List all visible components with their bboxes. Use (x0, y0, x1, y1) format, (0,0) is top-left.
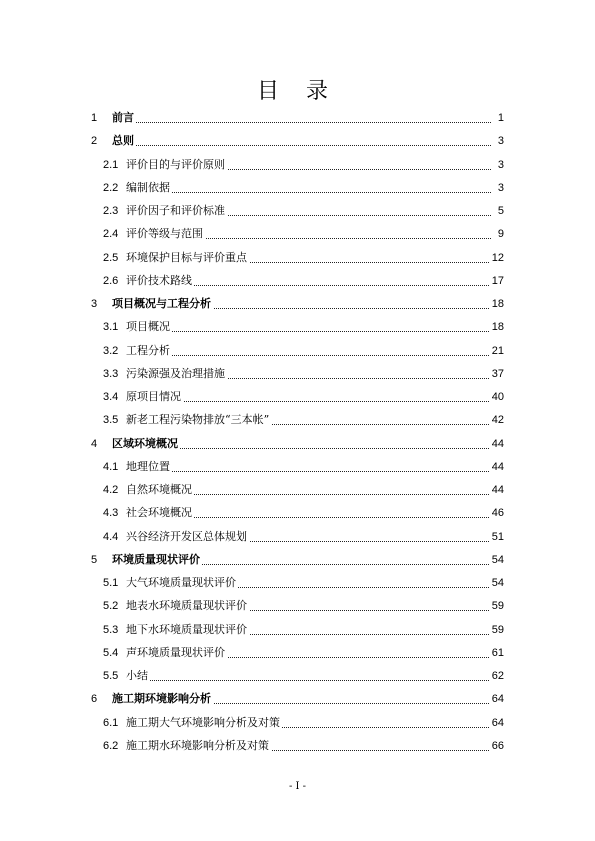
toc-entry-page: 1 (496, 108, 504, 128)
toc-entry-number: 5.3 (103, 623, 119, 636)
toc-entry-number: 2.1 (103, 158, 119, 171)
toc-entry-label: 施工期水环境影响分析及对策 (126, 736, 271, 756)
toc-entry-label: 总则 (112, 131, 136, 151)
toc-entry-page: 3 (496, 155, 504, 175)
toc-entry-label: 施工期大气环境影响分析及对策 (126, 713, 282, 733)
toc-entry-page: 18 (490, 294, 504, 314)
toc-entry-number: 3.3 (103, 367, 119, 380)
toc-entry[interactable] (0, 573, 595, 593)
toc-leader-dots (126, 354, 491, 356)
toc-entry-number: 5.2 (103, 600, 119, 613)
toc-entry-number: 2 (91, 135, 98, 148)
toc-entry-number: 5 (91, 553, 98, 566)
toc-entry[interactable] (0, 480, 595, 500)
toc-entry-number: 3.4 (103, 391, 119, 403)
toc-entry-label: 环境质量现状评价 (112, 550, 202, 570)
toc-entry[interactable] (0, 596, 595, 616)
toc-leader-dots (112, 121, 491, 123)
toc-entry-number: 3.2 (103, 344, 119, 357)
toc-entry-number: 4.4 (103, 530, 119, 543)
toc-entry[interactable] (0, 155, 595, 175)
toc-entry-label: 环境保护目标与评价重点 (126, 248, 249, 268)
toc-entry-label: 地表水环境质量现状评价 (126, 596, 249, 616)
toc-leader-dots (126, 470, 491, 472)
toc-entry-number: 2.4 (103, 228, 119, 241)
toc-entry-page: 18 (490, 317, 504, 337)
toc-entry-label: 评价技术路线 (126, 271, 194, 291)
toc-entry-number: 4.2 (103, 484, 119, 496)
toc-entry-label: 施工期环境影响分析 (112, 689, 213, 709)
toc-entry-label: 区域环境概况 (112, 434, 180, 454)
toc-entry-page: 17 (490, 271, 504, 291)
toc-leader-dots (112, 144, 491, 146)
toc-entry-page: 59 (490, 620, 504, 640)
toc-entry-page: 54 (490, 550, 504, 570)
toc-entry-label: 小结 (126, 666, 150, 686)
toc-entry-label: 地理位置 (126, 457, 172, 477)
toc-entry-page: 9 (496, 224, 504, 244)
toc-entry-page: 59 (490, 596, 504, 616)
toc-entry-label: 项目概况与工程分析 (112, 294, 213, 314)
toc-entry[interactable] (0, 689, 595, 709)
toc-entry[interactable] (0, 666, 595, 686)
toc-entry-number: 6.1 (103, 716, 119, 729)
toc-entry-page: 46 (490, 503, 504, 523)
toc-entry-number: 4 (91, 437, 98, 450)
toc-entry-number: 3 (91, 298, 98, 310)
toc-entry[interactable] (0, 550, 595, 570)
toc-entry-label: 评价目的与评价原则 (126, 155, 227, 175)
toc-entry-number: 2.6 (103, 274, 119, 287)
toc-entry-label: 自然环境概况 (126, 480, 194, 500)
toc-entry[interactable] (0, 248, 595, 268)
toc-entry[interactable] (0, 317, 595, 337)
toc-entry-page: 51 (490, 527, 504, 547)
toc-leader-dots (126, 330, 491, 332)
toc-entry-page: 66 (490, 736, 504, 756)
toc-title: 目 录 (257, 79, 338, 104)
toc-entry-label: 编制依据 (126, 178, 172, 198)
toc-entry-label: 新老工程污染物排放“三本帐” (126, 410, 271, 430)
toc-entry-number: 4.1 (103, 460, 119, 473)
toc-entry-number: 5.1 (103, 577, 119, 589)
toc-entry[interactable] (0, 178, 595, 198)
toc-entry-label: 前言 (112, 108, 136, 128)
toc-entry[interactable] (0, 364, 595, 384)
toc-entry-label: 评价等级与范围 (126, 224, 205, 244)
toc-entry[interactable] (0, 224, 595, 244)
toc-entry[interactable] (0, 387, 595, 407)
toc-entry[interactable] (0, 341, 595, 361)
toc-entry-number: 2.3 (103, 205, 119, 217)
toc-entry-number: 2.2 (103, 181, 119, 194)
toc-entry-label: 项目概况 (126, 317, 172, 337)
toc-entry-page: 44 (490, 457, 504, 477)
toc-entry-number: 6.2 (103, 739, 119, 752)
toc-entry-page: 21 (490, 341, 504, 361)
toc-entry[interactable] (0, 736, 595, 756)
toc-entry-label: 工程分析 (126, 341, 172, 361)
toc-entry-label: 大气环境质量现状评价 (126, 573, 238, 593)
toc-entry-page: 40 (490, 387, 504, 407)
toc-entry[interactable] (0, 527, 595, 547)
toc-entry-page: 3 (496, 131, 504, 151)
toc-entry-page: 64 (490, 713, 504, 733)
toc-entry-page: 12 (490, 248, 504, 268)
toc-entry[interactable] (0, 643, 595, 663)
toc-entry-page: 61 (490, 643, 504, 663)
toc-entry[interactable] (0, 108, 595, 128)
toc-leader-dots (126, 679, 491, 681)
toc-entry[interactable] (0, 620, 595, 640)
toc-entry[interactable] (0, 457, 595, 477)
toc-entry[interactable] (0, 434, 595, 454)
toc-entry[interactable] (0, 201, 595, 221)
toc-entry-page: 62 (490, 666, 504, 686)
toc-entry-page: 42 (490, 410, 504, 430)
toc-entry-label: 评价因子和评价标准 (126, 201, 227, 221)
toc-entry[interactable] (0, 271, 595, 291)
toc-entry-page: 44 (490, 480, 504, 500)
toc-entry-label: 兴谷经济开发区总体规划 (126, 527, 249, 547)
toc-entry-label: 地下水环境质量现状评价 (126, 620, 249, 640)
toc-entry-page: 37 (490, 364, 504, 384)
toc-entry-number: 6 (91, 693, 98, 706)
toc-entry-number: 3.5 (103, 414, 119, 427)
toc-entry[interactable] (0, 503, 595, 523)
toc-entry-label: 原项目情况 (126, 387, 183, 407)
toc-entry-number: 5.4 (103, 646, 119, 659)
toc-entry-label: 污染源强及治理措施 (126, 364, 227, 384)
toc-entry[interactable] (0, 131, 595, 151)
toc-entry-number: 3.1 (103, 321, 119, 334)
toc-entry-number: 1 (91, 112, 98, 124)
toc-entry-number: 2.5 (103, 251, 119, 264)
toc-entry-page: 54 (490, 573, 504, 593)
toc-entry[interactable] (0, 713, 595, 733)
toc-leader-dots (126, 191, 491, 193)
toc-entry-number: 5.5 (103, 670, 119, 682)
toc-entry-number: 4.3 (103, 507, 119, 520)
toc-entry-page: 64 (490, 689, 504, 709)
page-number-footer: - I - (288, 781, 307, 792)
toc-entry[interactable] (0, 294, 595, 314)
toc-entry[interactable] (0, 410, 595, 430)
toc-entry-page: 3 (496, 178, 504, 198)
toc-entry-page: 5 (496, 201, 504, 221)
toc-entry-page: 44 (490, 434, 504, 454)
toc-entry-label: 社会环境概况 (126, 503, 194, 523)
toc-entry-label: 声环境质量现状评价 (126, 643, 227, 663)
